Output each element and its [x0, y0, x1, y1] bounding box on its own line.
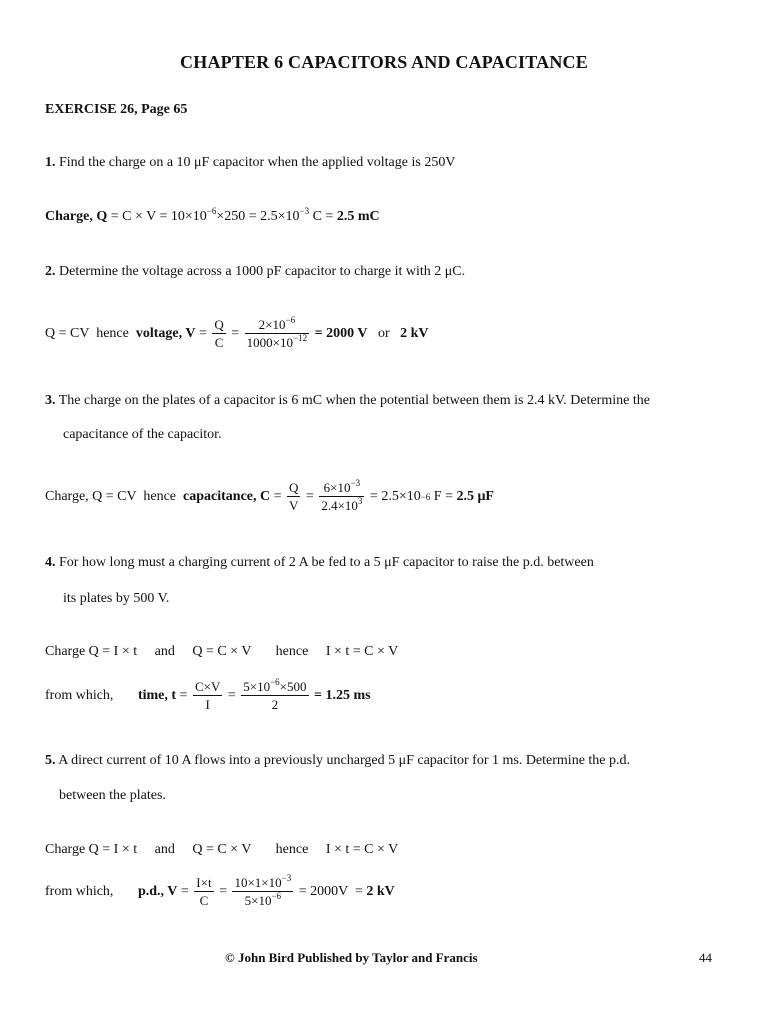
denominator: 2: [271, 697, 279, 712]
exponent: −3: [350, 478, 361, 488]
question-2: [45, 264, 465, 280]
question-3-continued: capacitance of the capacitor.: [63, 427, 222, 442]
answer-unit: C =: [309, 209, 337, 224]
equals: =: [302, 488, 318, 504]
answer-lead: from which,: [45, 883, 138, 899]
numerator: C×V: [194, 679, 221, 694]
equals: =: [177, 883, 193, 899]
answer-expression: = 2.5×10: [366, 488, 421, 504]
page-title: CHAPTER 6 CAPACITORS AND CAPACITANCE: [180, 52, 588, 72]
fraction: [287, 481, 300, 512]
question-text: For how long must a charging current of 2 A be fed to a 5 μF capacitor to raise the p.d. between: [59, 555, 594, 570]
answer-result: 2.5 μF: [456, 488, 494, 504]
denominator: I: [205, 697, 210, 712]
equals: =: [270, 488, 286, 504]
fraction: [212, 318, 225, 349]
exponent: −6: [270, 677, 280, 687]
or-text: or: [367, 325, 401, 341]
numerator-text: 6×10: [323, 480, 351, 495]
fraction: [193, 680, 222, 711]
question-text: A direct current of 10 A flows into a previously uncharged 5 μF capacitor for 1 ms. Determine the p.d.: [58, 753, 631, 768]
fraction: [194, 876, 213, 907]
footer-copyright: © John Bird Published by Taylor and Francis: [225, 950, 478, 965]
question-5-continued: between the plates.: [59, 788, 166, 803]
fraction: [319, 478, 364, 513]
numerator: [232, 873, 293, 892]
equals: =: [215, 883, 231, 899]
question-number: 2.: [45, 264, 56, 279]
question-number: 5.: [45, 753, 56, 768]
answer-label: voltage, V: [135, 325, 196, 341]
numerator: Q: [289, 480, 299, 495]
question-number: 3.: [45, 393, 56, 408]
equals: =: [195, 325, 211, 341]
question-text: Find the charge on a 10 μF capacitor when the applied voltage is 250V: [59, 155, 456, 170]
exponent: 3: [357, 496, 363, 506]
numerator: [245, 315, 309, 334]
answer-expression: = C × V = 10×10: [107, 209, 207, 224]
answer-lead: Charge, Q = CV hence: [45, 488, 184, 504]
denominator: C: [199, 893, 209, 908]
answer-expression: = 2000V =: [295, 883, 367, 899]
fraction: [245, 315, 309, 350]
numerator: [319, 478, 364, 497]
denominator: C: [214, 335, 224, 350]
denominator-text: 1000×10: [246, 335, 294, 350]
answer-lead: from which,: [45, 687, 138, 703]
answer-1: [45, 206, 380, 225]
denominator: [232, 892, 293, 907]
denominator-text: 5×10: [244, 893, 272, 908]
numerator-text: ×500: [279, 679, 307, 694]
answer-result: = 1.25 ms: [310, 687, 371, 703]
question-3: [45, 393, 650, 409]
exponent: −6: [285, 315, 296, 325]
question-5: [45, 753, 630, 769]
answer-5-line1: Charge Q = I × t and Q = C × V hence I × t = C × V: [45, 842, 399, 857]
exercise-heading: EXERCISE 26, Page 65: [45, 102, 188, 117]
numerator: Q: [214, 317, 224, 332]
answer-label: capacitance, C: [183, 488, 271, 504]
question-text: Determine the voltage across a 1000 pF capacitor to charge it with 2 μC.: [59, 264, 466, 279]
numerator: I×t: [196, 875, 212, 890]
question-4: [45, 555, 594, 571]
answer-5: [45, 873, 395, 908]
exponent: −3: [281, 873, 292, 883]
exponent: −6: [271, 891, 282, 901]
numerator: [241, 677, 308, 696]
numerator-text: 5×10: [243, 679, 271, 694]
denominator: [319, 497, 364, 512]
question-1: [45, 155, 455, 171]
page-number: 44: [699, 950, 712, 965]
answer-2: [45, 315, 429, 350]
answer-result-alt: 2 kV: [400, 325, 429, 341]
equals: =: [227, 325, 243, 341]
equals: =: [176, 687, 191, 703]
exponent: −3: [299, 206, 310, 216]
answer-unit: F =: [430, 488, 457, 504]
answer-result: 2.5 mC: [336, 209, 380, 224]
denominator: [245, 334, 309, 349]
question-text: The charge on the plates of a capacitor is 6 mC when the potential between them is 2.4 kV. Determine the: [58, 393, 650, 408]
exponent: −12: [293, 333, 308, 343]
numerator-text: 2×10: [258, 317, 286, 332]
denominator: V: [289, 498, 299, 513]
answer-4-line1: Charge Q = I × t and Q = C × V hence I × t = C × V: [45, 644, 399, 659]
exponent: −6: [206, 206, 217, 216]
question-4-continued: its plates by 500 V.: [63, 591, 170, 606]
fraction: [232, 873, 293, 908]
answer-expression: ×250 = 2.5×10: [216, 209, 300, 224]
answer-label: time, t: [137, 687, 177, 703]
question-number: 4.: [45, 555, 56, 570]
numerator-text: 10×1×10: [234, 875, 282, 890]
answer-3: Charge, Q = CV hence capacitance, C = $\frac{Q}{V}$ = $\frac{6\times 10^{-3}}{2.4\times 10^3}$ = 2.5×10 −6 F = 2.5 μF: [45, 478, 494, 513]
answer-4: [45, 677, 371, 712]
denominator-text: 2.4×10: [321, 498, 358, 513]
answer-label: p.d., V: [137, 883, 178, 899]
equals: =: [224, 687, 240, 703]
answer-label: Charge, Q: [45, 209, 108, 224]
question-number: 1.: [45, 155, 56, 170]
answer-result: = 2000 V: [311, 325, 368, 341]
fraction: [241, 677, 308, 712]
answer-result: 2 kV: [366, 883, 395, 899]
answer-lead: Q = CV hence: [45, 325, 136, 341]
